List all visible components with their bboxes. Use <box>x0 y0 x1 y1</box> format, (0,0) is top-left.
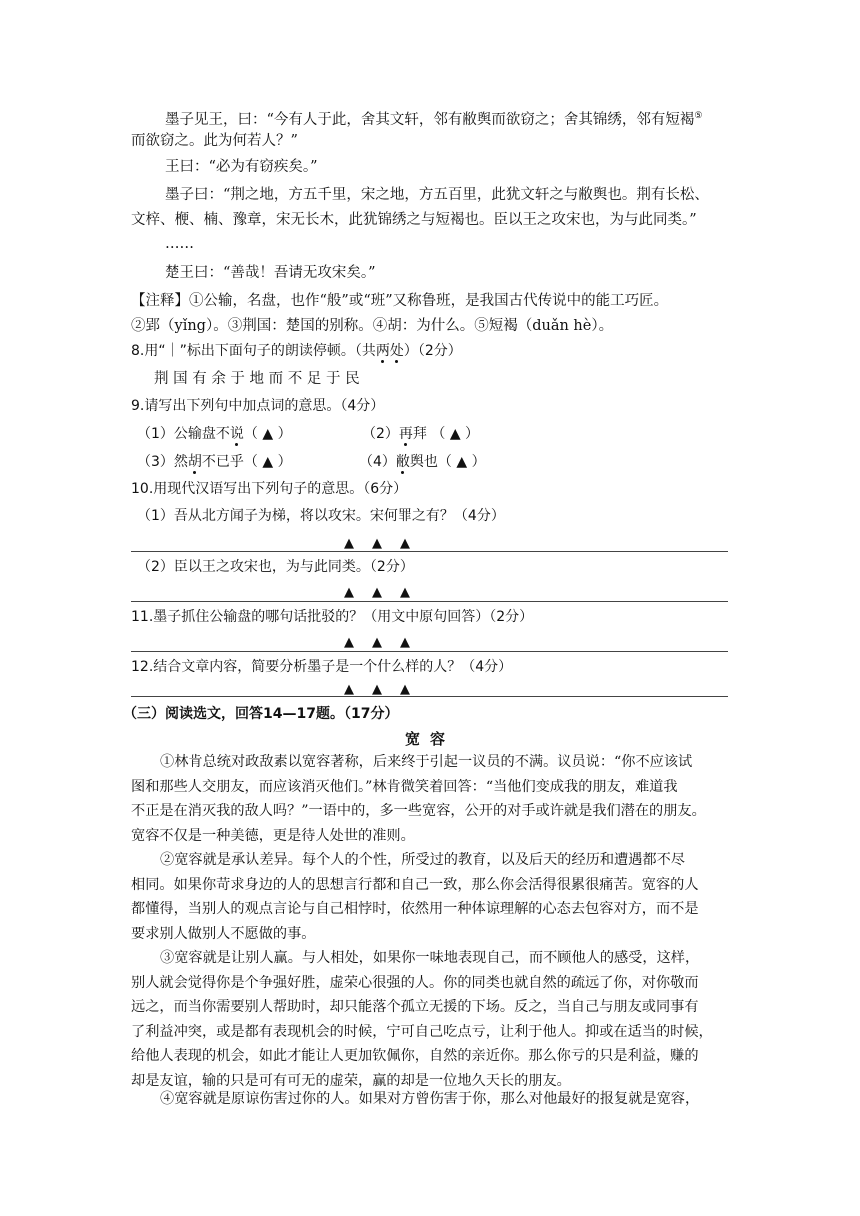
question-9-item-3: （3）然胡不已乎（ ▲ ） <box>137 454 292 470</box>
para1-line: 宽容不仅是一种美德，更是待人处世的准则。 <box>131 828 415 844</box>
para4-line: ④宽容就是原谅伤害过你的人。如果对方曾伤害于你，那么对他最好的报复就是宽容， <box>160 1091 700 1107</box>
emphasis-char: 两 <box>375 343 390 359</box>
answer-mark: ▲▲▲ <box>344 682 428 697</box>
para2-line: 要求别人做别人不愿做的事。 <box>131 926 316 942</box>
question-8-sentence: 荆 国 有 余 于 地 而 不 足 于 民 <box>154 371 360 387</box>
answer-mark: ▲▲▲ <box>344 536 428 551</box>
section-heading: （三）阅读选文，回答14—17题。（17分） <box>123 706 399 722</box>
para3-line: 了利益冲突，或是都有表现机会的时候，宁可自己吃点亏，让利于他人。抑或在适当的时候， <box>131 1024 713 1040</box>
passage-line: 楚王曰：“善哉！吾请无攻宋矣。” <box>165 265 376 281</box>
para3-line: 却是友谊，输的只是可有可无的虚荣，赢的却是一位地久天长的朋友。 <box>131 1073 571 1089</box>
emphasis-char: 胡 <box>187 454 202 470</box>
question-8: 8.用“｜”标出下面句子的朗读停顿。（共两处）（2分） <box>131 343 462 359</box>
question-10-item-1: （1）吾从北方闻子为梯，将以攻宋。宋何罪之有？（4分） <box>137 508 505 524</box>
para3-line: 别人就会觉得你是个争强好胜，虚荣心很强的人。你的同类也就自然的疏远了你，对你敬而 <box>131 975 699 991</box>
annotation-line: ②郢（yǐng）。③荆国：楚国的别称。④胡：为什么。⑤短褐（duǎn hè）。 <box>131 318 614 334</box>
question-10-item-2: （2）臣以王之攻宋也，为与此同类。（2分） <box>137 559 414 575</box>
question-11: 11.墨子抓住公输盘的哪句话批驳的？（用文中原句回答）（2分） <box>131 609 534 625</box>
emphasis-char: 再 <box>398 426 413 442</box>
question-9-item-1: （1）公输盘不说（ ▲ ） <box>137 426 292 442</box>
emphasis-char: 敝 <box>395 454 410 470</box>
answer-line[interactable] <box>131 696 728 697</box>
question-9-item-2: （2）再拜 （ ▲ ） <box>362 426 480 442</box>
para3-line: 远之，而当你需要别人帮助时，却只能落个孤立无援的下场。反之，当自己与朋友或同事有 <box>131 999 699 1015</box>
question-9: 9.请写出下列句中加点词的意思。（4分） <box>131 398 385 414</box>
annotation-line: 【注释】①公输，名盘，也作“般”或“班”又称鲁班，是我国古代传说中的能工巧匠。 <box>131 293 669 309</box>
passage-line: 墨子曰：“荆之地，方五千里，宋之地，方五百里，此犹文轩之与敝舆也。荆有长松、 <box>165 187 709 203</box>
para2-line: 都懂得，当别人的观点言论与自己相悖时，依然用一种体谅理解的心态去包容对方，而不是 <box>131 901 699 917</box>
para2-line: ②宽容就是承认差异。每个人的个性，所受过的教育，以及后天的经历和遭遇都不尽 <box>160 852 685 868</box>
question-9-item-4: （4）敝舆也（ ▲ ） <box>359 454 486 470</box>
answer-line[interactable] <box>131 551 728 552</box>
answer-line[interactable] <box>131 651 728 652</box>
para1-line: 图和那些人交朋友，而应该消灭他们。”林肯微笑着回答：“当他们变成我的朋友，难道我 <box>131 779 678 795</box>
ellipsis: …… <box>165 236 194 252</box>
passage-line: 王曰：“必为有窃疾矣。” <box>165 159 318 175</box>
para3-line: 给他人表现的机会，如此才能让人更加钦佩你，自然的亲近你。那么你亏的只是利益，赚的 <box>131 1048 699 1064</box>
para3-line: ③宽容就是让别人赢。与人相处，如果你一味地表现自己，而不顾他人的感受，这样， <box>160 950 700 966</box>
question-12: 12.结合文章内容，简要分析墨子是一个什么样的人？（4分） <box>131 659 513 675</box>
para2-line: 相同。如果你苛求身边的人的思想言行都和自己一致，那么你会活得很累很痛苦。宽容的人 <box>131 877 699 893</box>
passage-line: 墨子见王，曰：“今有人于此，舍其文轩，邻有敝舆而欲窃之；舍其锦绣，邻有短褐⑤ <box>165 111 703 128</box>
para1-line: 不正是在消灭我的敌人吗？”一语中的，多一些宽容，公开的对手或许就是我们潜在的朋友。 <box>131 803 706 819</box>
question-10: 10.用现代汉语写出下列句子的意思。（6分） <box>131 481 408 497</box>
answer-mark: ▲▲▲ <box>344 635 428 650</box>
emphasis-char: 说 <box>229 426 244 442</box>
para1-line: ①林肯总统对政敌素以宽容著称，后来终于引起一议员的不满。议员说：“你不应该试 <box>160 754 693 770</box>
passage-line: 文梓、楩、楠、豫章，宋无长木，此犹锦绣之与短褐也。臣以王之攻宋也，为与此同类。” <box>131 212 697 228</box>
answer-line[interactable] <box>131 601 728 602</box>
answer-mark: ▲▲▲ <box>344 585 428 600</box>
footnote-marker: ⑤ <box>694 111 703 121</box>
article-title: 宽容 <box>404 730 455 748</box>
emphasis-char: 处 <box>389 343 404 359</box>
passage-line: 而欲窃之。此为何若人？” <box>131 133 298 149</box>
